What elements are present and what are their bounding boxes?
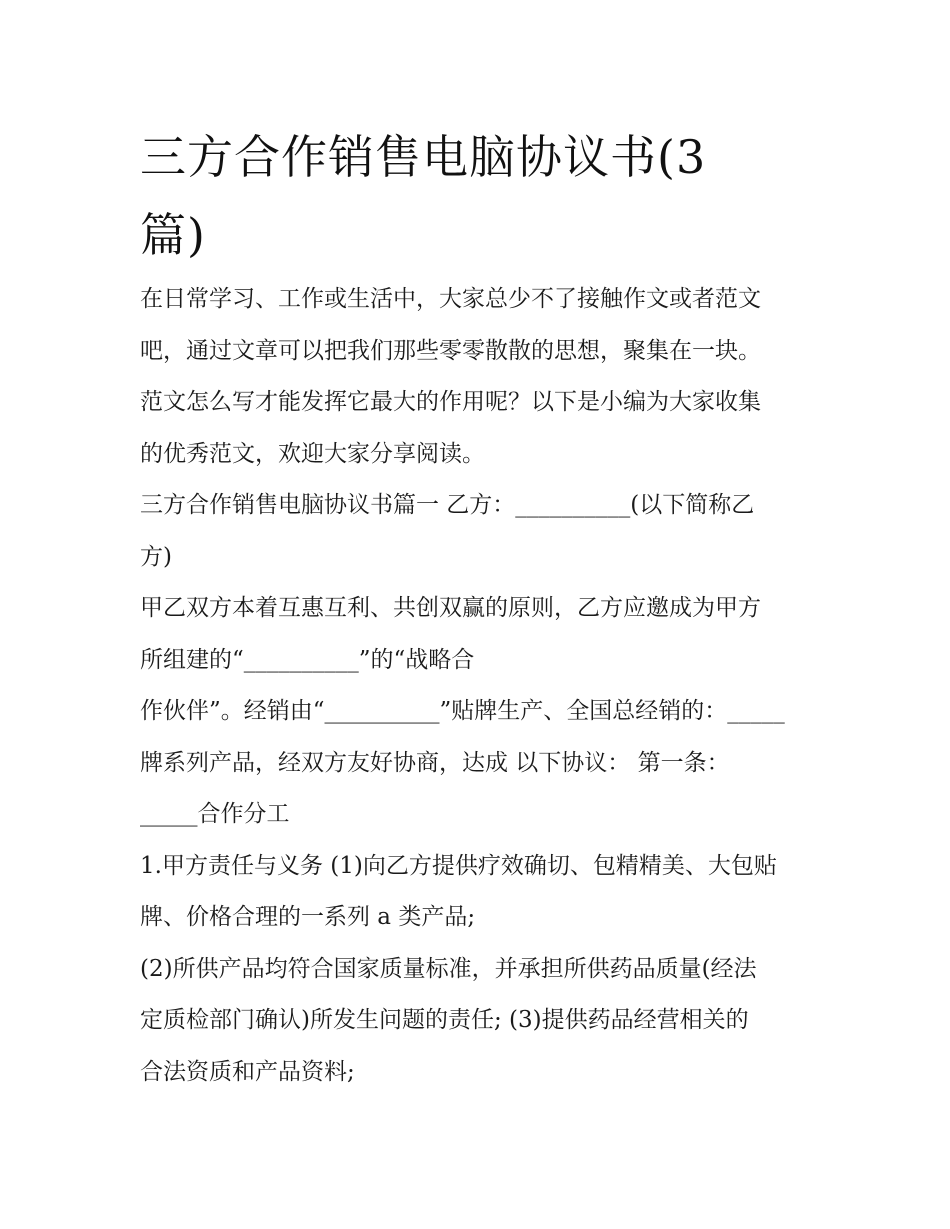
section-heading-paragraph	[140, 480, 820, 583]
text-line: 在日常学习、工作或生活中，大家总少不了接触作文或者范文	[140, 286, 761, 312]
text-line: 吧，通过文章可以把我们那些零零散散的思想，聚集在一块。	[140, 337, 761, 364]
text-line: 牌系列产品，经双方友好协商，达成 以下协议： 第一条：	[140, 749, 730, 776]
text-line: 牌、价格合理的一系列 a 类产品;	[140, 904, 476, 930]
text-line: 范文怎么写才能发挥它最大的作用呢？以下是小编为大家收集	[140, 389, 761, 415]
text-line: 1.甲方责任与义务 (1)向乙方提供疗效确切、包精精美、大包贴	[140, 852, 777, 879]
text-line: 的优秀范文，欢迎大家分享阅读。	[140, 440, 485, 467]
item-2-paragraph	[140, 944, 820, 1099]
text-line: 定质检部门确认)所发生问题的责任; (3)提供药品经营相关的	[140, 1007, 749, 1033]
text-line: (2)所供产品均符合国家质量标准，并承担所供药品质量(经法	[140, 955, 757, 982]
document-title	[140, 118, 820, 274]
title-line-2: 篇)	[140, 208, 206, 262]
item-1-paragraph	[140, 841, 820, 944]
text-line: 所组建的“__________”的“战略合	[140, 646, 475, 673]
text-line: 作伙伴”。经销由“__________”贴牌生产、全国总经销的：_____	[140, 698, 785, 724]
text-line: 方)	[140, 543, 172, 570]
intro-paragraph	[140, 274, 820, 480]
text-line: _____合作分工	[140, 801, 290, 827]
document-body	[140, 274, 820, 1098]
text-line: 甲乙双方本着互惠互利、共创双赢的原则，乙方应邀成为甲方	[140, 595, 761, 621]
text-line: 三方合作销售电脑协议书篇一 乙方：__________(以下简称乙	[140, 492, 755, 518]
principle-paragraph	[140, 583, 820, 686]
text-line: 合法资质和产品资料;	[140, 1058, 355, 1085]
partner-paragraph	[140, 686, 820, 841]
title-line-1: 三方合作销售电脑协议书(3	[140, 130, 707, 184]
